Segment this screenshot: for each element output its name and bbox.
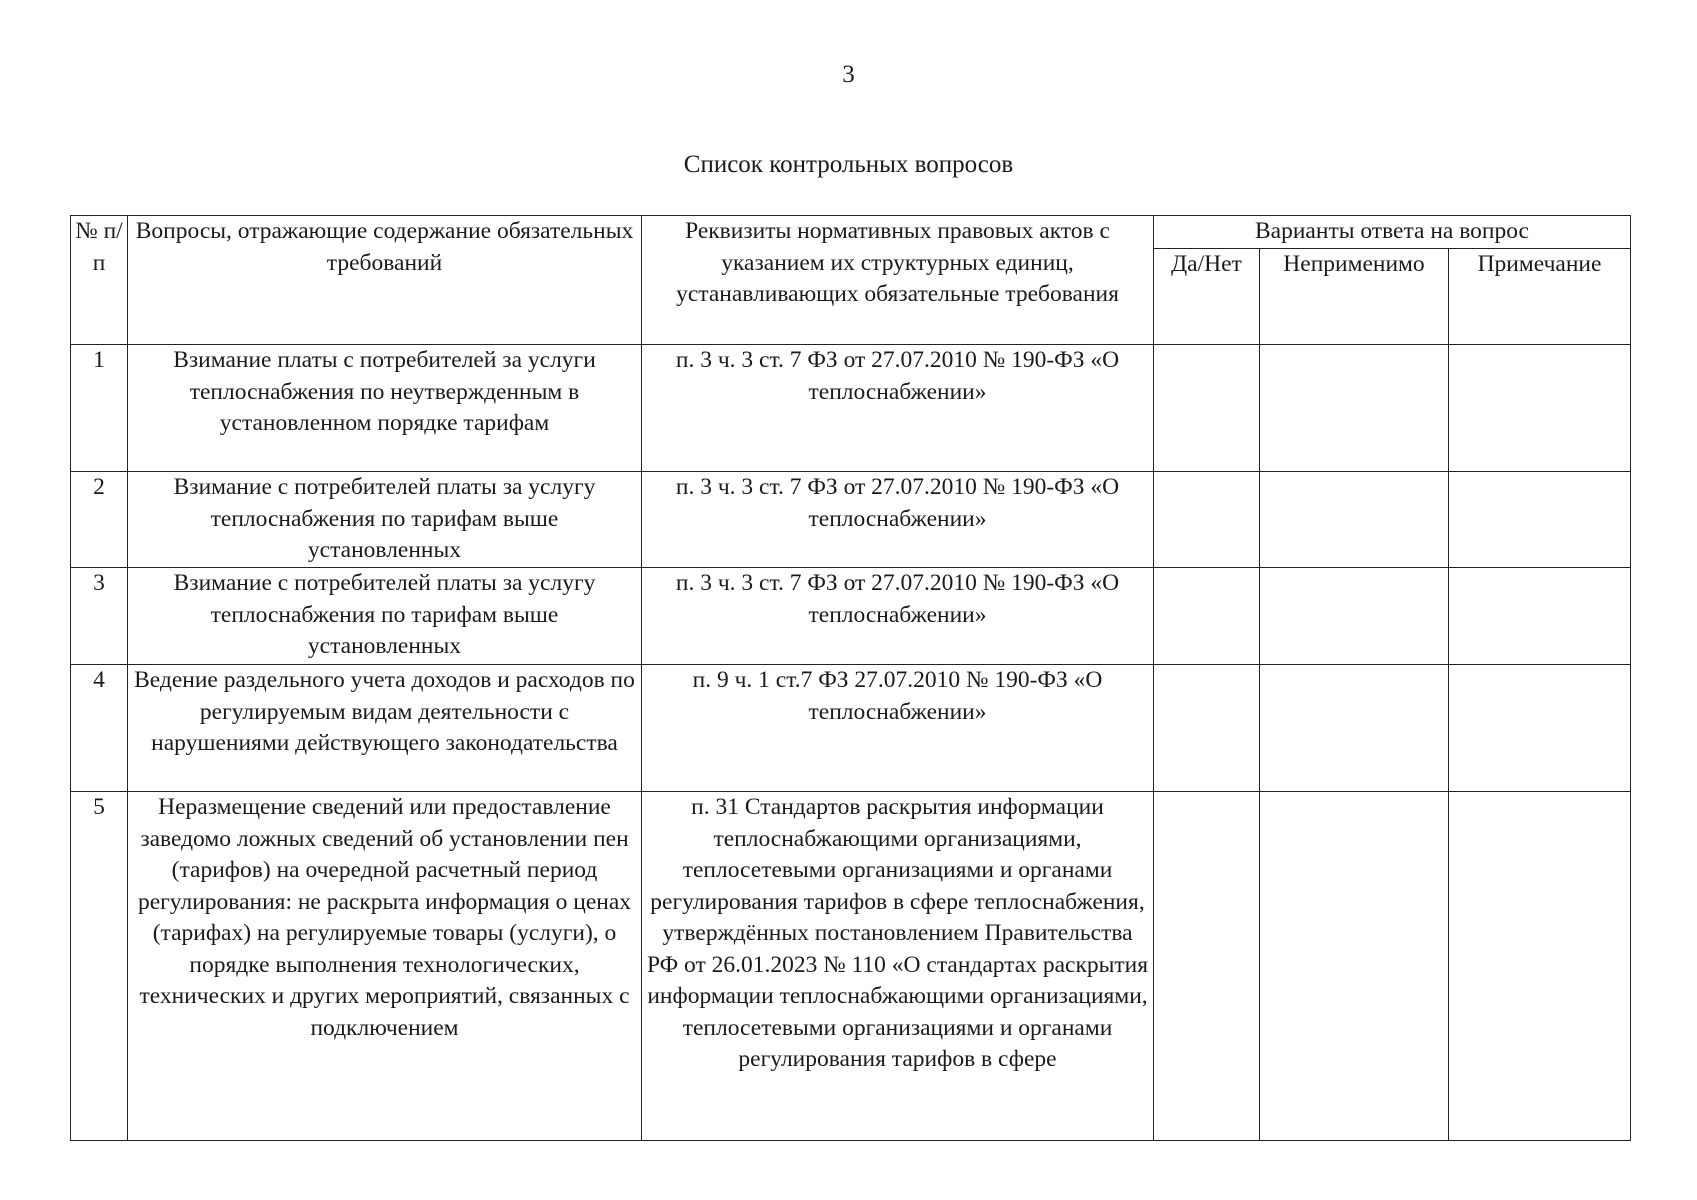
checklist-table	[70, 215, 1631, 1141]
row-number: 1	[71, 345, 128, 472]
row-note-cell[interactable]	[1449, 568, 1631, 665]
row-question: Взимание платы с потребителей за услуги теплоснабжения по неутвержденным в установленном порядке тарифам	[128, 345, 642, 472]
row-number: 2	[71, 472, 128, 568]
row-yes-no-cell[interactable]	[1154, 665, 1260, 792]
header-yes-no: Да/Нет	[1154, 249, 1260, 345]
row-requisites: п. 31 Стандартов раскрытия информации теплоснабжающими организациями, теплосетевыми организациями и органами регулирования тарифов в сфере теплоснабжения, утверждённых постановлением Правительства РФ от 26.01.2023 № 110 «О стандартах раскрытия информации теплоснабжающими организациями, теплосетевыми организациями и органами регулирования тарифов в сфере	[642, 792, 1154, 1141]
page-number: 3	[842, 61, 855, 88]
header-row-top	[71, 216, 1631, 249]
row-requisites: п. 9 ч. 1 ст.7 ФЗ 27.07.2010 № 190-ФЗ «О теплоснабжении»	[642, 665, 1154, 792]
row-not-applicable-cell[interactable]	[1260, 665, 1449, 792]
row-question: Ведение раздельного учета доходов и расходов по регулируемым видам деятельности с нарушениями действующего законодательства	[128, 665, 642, 792]
row-question: Неразмещение сведений или предоставление заведомо ложных сведений об установлении пен (тарифов) на очередной расчетный период регулирования: не раскрыта информация о ценах (тарифах) на регулируемые товары (услуги), о порядке выполнения технологических, технических и других мероприятий, связанных с подключением	[128, 792, 642, 1141]
row-yes-no-cell[interactable]	[1154, 345, 1260, 472]
row-note-cell[interactable]	[1449, 792, 1631, 1141]
header-answer-group: Варианты ответа на вопрос	[1154, 216, 1631, 249]
header-requisites: Реквизиты нормативных правовых актов с указанием их структурных единиц, устанавливающих обязательные требования	[642, 216, 1154, 345]
row-yes-no-cell[interactable]	[1154, 568, 1260, 665]
document-title: Список контрольных вопросов	[683, 151, 1014, 178]
row-number: 4	[71, 665, 128, 792]
row-requisites: п. 3 ч. 3 ст. 7 ФЗ от 27.07.2010 № 190-ФЗ «О теплоснабжении»	[642, 472, 1154, 568]
row-number: 5	[71, 792, 128, 1141]
header-not-applicable: Неприменимо	[1260, 249, 1449, 345]
table-row	[71, 568, 1631, 665]
row-requisites: п. 3 ч. 3 ст. 7 ФЗ от 27.07.2010 № 190-ФЗ «О теплоснабжении»	[642, 345, 1154, 472]
row-not-applicable-cell[interactable]	[1260, 792, 1449, 1141]
row-not-applicable-cell[interactable]	[1260, 345, 1449, 472]
row-requisites: п. 3 ч. 3 ст. 7 ФЗ от 27.07.2010 № 190-ФЗ «О теплоснабжении»	[642, 568, 1154, 665]
table-row	[71, 792, 1631, 1141]
row-yes-no-cell[interactable]	[1154, 472, 1260, 568]
row-number: 3	[71, 568, 128, 665]
header-note: Примечание	[1449, 249, 1631, 345]
header-question: Вопросы, отражающие содержание обязательных требований	[128, 216, 642, 345]
row-question: Взимание с потребителей платы за услугу теплоснабжения по тарифам выше установленных	[128, 568, 642, 665]
row-note-cell[interactable]	[1449, 472, 1631, 568]
row-question: Взимание с потребителей платы за услугу теплоснабжения по тарифам выше установленных	[128, 472, 642, 568]
row-yes-no-cell[interactable]	[1154, 792, 1260, 1141]
row-note-cell[interactable]	[1449, 345, 1631, 472]
header-num: № п/п	[71, 216, 128, 345]
table-row	[71, 472, 1631, 568]
row-note-cell[interactable]	[1449, 665, 1631, 792]
table-row	[71, 665, 1631, 792]
row-not-applicable-cell[interactable]	[1260, 568, 1449, 665]
table-row	[71, 345, 1631, 472]
row-not-applicable-cell[interactable]	[1260, 472, 1449, 568]
